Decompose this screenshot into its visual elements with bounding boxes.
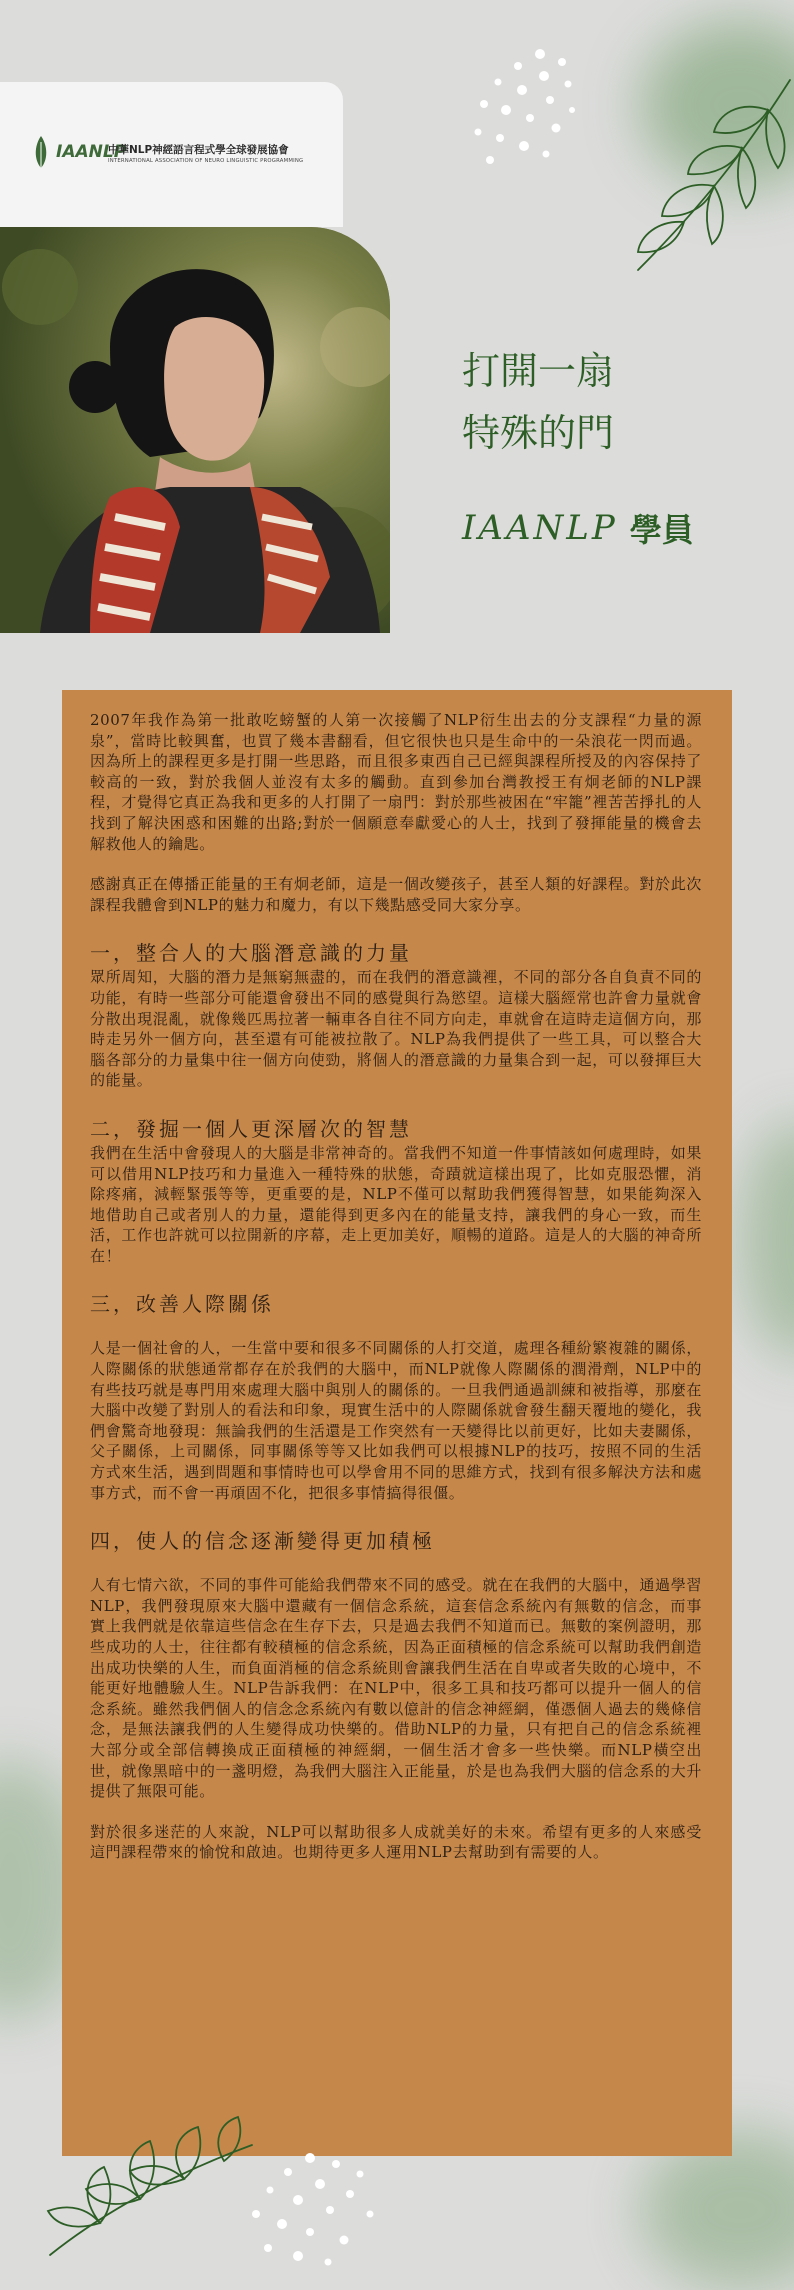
hero-subtitle [462, 505, 694, 551]
hero-title-line1: 打開一扇 [462, 349, 615, 393]
hero-title [462, 340, 614, 464]
hero-title-line2: 特殊的門 [462, 411, 615, 455]
green-glow-right [740, 1120, 794, 1360]
leaf-branch-icon [618, 70, 794, 280]
logo-card [0, 82, 343, 227]
section-heading-1: 一，整合人的大腦潛意識的力量 [90, 941, 412, 966]
logo-name-en: INTERNATIONAL ASSOCIATION OF NEURO LINGUISTIC PROGRAMMING [108, 158, 304, 164]
section-heading-4: 四，使人的信念逐漸變得更加積極 [90, 1529, 435, 1554]
section-heading-3: 三，改善人際關係 [90, 1292, 274, 1317]
logo-brand: IAANLP [56, 142, 127, 162]
subtitle-script: IAANLP [462, 508, 618, 548]
section-body-3: 人是一個社會的人，一生當中要和很多不同關係的人打交道，處理各種紛繁複雜的關係，人際關係的狀態通常都存在於我們的大腦中，而NLP就像人際關係的潤滑劑，NLP中的有些技巧就是專門用來處理大腦中與別人的關係的。一旦我們通過訓練和被指導，那麼在大腦中改變了對別人的看法和印象，現實生活中的人際關係就會發生翻天覆地的變化，我們會驚奇地發現：無論我們的生活還是工作突然有一天變得比以前更好，比如夫妻關係，父子關係，上司關係，同事關係等等又比如我們可以根據NLP的技巧，按照不同的生活方式來生活，遇到問題和事情時也可以學會用不同的思維方式，找到有很多解決方法和處事方式，而不會一再頑固不化，把很多事情搞得很僵。 [90, 1339, 702, 1502]
section-body-1: 眾所周知，大腦的潛力是無窮無盡的，而在我們的潛意識裡，不同的部分各自負責不同的功能，有時一些部分可能還會發出不同的感覺與行為慾望。這樣大腦經常也許會力量就會分散出現混亂，就像幾匹馬拉著一輛車各自往不同方向走，車就會在這時走這個方向，那時走另外一個方向，甚至還有可能被拉散了。NLP為我們提供了一些工具，可以整合大腦各部分的力量集中往一個方向使勁，將個人的潛意識的力量集合到一起，可以發揮巨大的能量。 [90, 968, 702, 1090]
logo-name-cn: 中華NLP神經語言程式學全球發展協會 [108, 144, 289, 156]
portrait-illustration [0, 227, 390, 633]
leaf-branch-icon [40, 2105, 260, 2265]
section-heading-2: 二，發掘一個人更深層次的智慧 [90, 1116, 412, 1141]
intro-paragraph-2: 感謝真正在傳播正能量的王有炯老師，這是一個改變孩子，甚至人類的好課程。對於此次課程我體會到NLP的魅力和魔力，有以下幾點感受同大家分享。 [90, 875, 702, 914]
portrait-photo [0, 227, 390, 633]
dot-cluster-icon [240, 2150, 390, 2268]
subtitle-suffix: 學員 [629, 511, 694, 549]
section-body-4: 人有七情六欲，不同的事件可能給我們帶來不同的感受。就在在我們的大腦中，通過學習NLP，我們發現原來大腦中還藏有一個信念系統，這套信念系統內有無數的信念，而事實上我們就是依靠這些信念在生存下去，只是過去我們不知道而已。無數的案例證明，那些成功的人士，往往都有較積極的信念系統，因為正面積極的信念系統可以幫助我們創造出成功快樂的人生，而負面消極的信念系統則會讓我們生活在自卑或者失敗的心境中，不能更好地體驗人生。NLP告訴我們：在NLP中，很多工具和技巧都可以提升一個人的信念系統。雖然我們個人的信念念系統內有數以億計的信念神經網，僅憑個人過去的幾條信念，是無法讓我們的人生變得成功快樂的。借助NLP的力量，只有把自己的信念系統裡大部分或全部信轉換成正面積極的神經網，一個生活才會多一些快樂。而NLP橫空出世，就像黑暗中的一盞明燈，為我們大腦注入正能量，於是也為我們大腦的信念系的大升提供了無限可能。 [90, 1576, 702, 1801]
outro-paragraph: 對於很多迷茫的人來說，NLP可以幫助很多人成就美好的未來。希望有更多的人來感受這門課程帶來的愉悅和啟迪。也期待更多人運用NLP去幫助到有需要的人。 [90, 1822, 702, 1862]
section-body-2: 我們在生活中會發現人的大腦是非常神奇的。當我們不知道一件事情該如何處理時，如果可以借用NLP技巧和力量進入一種特殊的狀態，奇蹟就這樣出現了，比如克服恐懼，消除疼痛，減輕緊張等等，更重要的是，NLP不僅可以幫助我們獲得智慧，如果能夠深入地借助自己或者別人的力量，還能得到更多內在的能量支持，讓我們的身心一致，而生活，工作也許就可以拉開新的序幕，走上更加美好，順暢的道路。這是人的大腦的神奇所在！ [90, 1143, 702, 1265]
logo-text [108, 142, 303, 164]
dot-cluster-icon [470, 48, 580, 168]
article-panel [62, 690, 732, 2156]
leaf-logo-icon [30, 134, 52, 170]
intro-paragraph: 2007年我作為第一批敢吃螃蟹的人第一次接觸了NLP衍生出去的分支課程“力量的源泉”，當時比較興奮，也買了幾本書翻看，但它很快也只是生命中的一朵浪花一閃而過。因為所上的課程更多是打開一些思路，而且很多東西自己已經與課程所授及的內容保持了較高的一致，對於我個人並沒有太多的觸動。直到參加台灣教授王有炯老師的NLP課程，才覺得它真正為我和更多的人打開了一扇門：對於那些被困在“牢籠”裡苦苦掙扎的人找到了解決困惑和困難的出路;對於一個願意奉獻愛心的人士，找到了發揮能量的機會去解救他人的鑰匙。 [90, 711, 702, 853]
